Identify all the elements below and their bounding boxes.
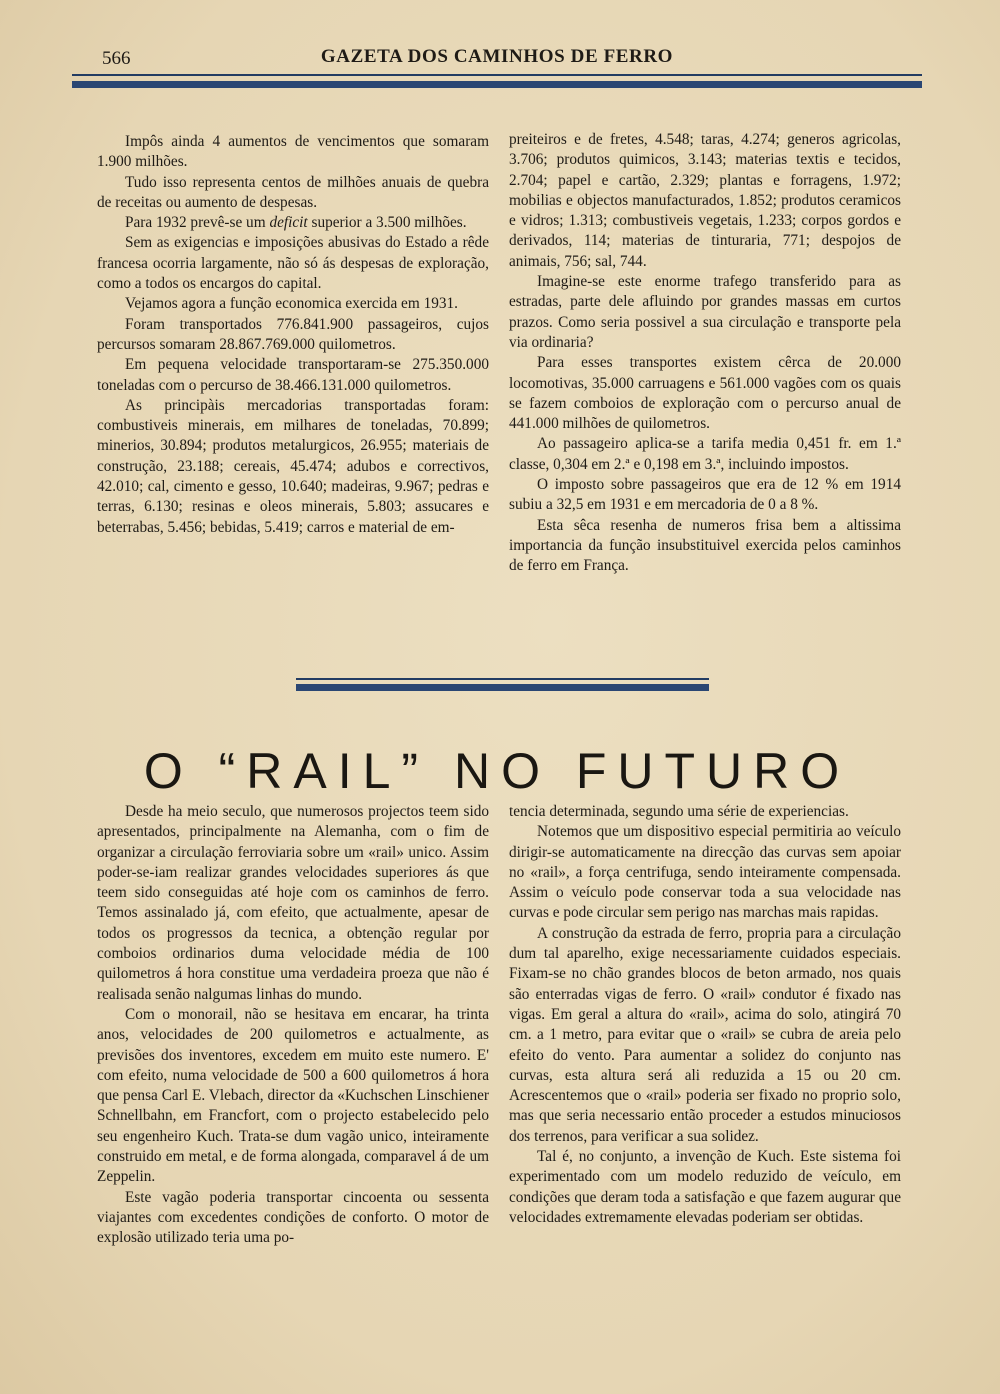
paragraph: Foram transportados 776.841.900 passageiros, cujos percursos somaram 28.867.769.000 quilometros. — [97, 315, 489, 353]
page-header — [72, 46, 922, 72]
paragraph: Tudo isso representa centos de milhões anuais de quebra de receitas ou aumento de despesas. — [97, 173, 489, 211]
paragraph: Desde ha meio seculo, que numerosos projectos teem sido apresentados, principalmente na Alemanha, com o fim de organizar a circulação ferroviaria sobre um «rail» unico. Assim poder-se-iam realizar grandes velocidades superiores ás que teem sido conseguidas até hoje com os caminhos de ferro. Temos assinalado já, com efeito, que actualmente, apesar de todos os progressos da tecnica, a obtenção regular por comboios ordinarios duma velocidade média de 100 quilometros á hora constitue uma verdadeira proeza que não é realisada senão nalgumas linhas do mundo. — [97, 803, 489, 1003]
header-rule-thick — [72, 81, 922, 88]
paragraph: Este vagão poderia transportar cincoenta ou sessenta viajantes com excedentes condições de conforto. O motor de explosão utilizado teria uma po- — [97, 1188, 489, 1247]
paragraph: Tal é, no conjunto, a invenção de Kuch. Este sistema foi experimentado com um modelo reduzido de veículo, em condições que deram toda a satisfação e que fazem augurar que velocidades extremamente elevadas poderiam ser obtidas. — [509, 1148, 901, 1226]
paragraph: Em pequena velocidade transportaram-se 275.350.000 toneladas com o percurso de 38.466.131.000 quilometros. — [97, 356, 489, 394]
page-number: 566 — [102, 48, 131, 69]
article2-column-left — [97, 802, 489, 1249]
paragraph: Para esses transportes existem cêrca de 20.000 locomotivas, 35.000 carruagens e 561.000 vagões com os quais se fazem comboios de exploração com o percurso anual de 441.000 milhões de quilometros. — [509, 354, 901, 433]
article-title: O “RAIL” NO FUTURO — [143, 742, 851, 799]
paragraph-continuation: tencia determinada, segundo uma série de experiencias. — [509, 803, 849, 820]
header-rule-thin — [72, 74, 922, 76]
paragraph-continuation: preiteiros e de fretes, 4.548; taras, 4.274; generos agricolas, 3.706; produtos quimicos, 3.143; materias textis e tecidos, 2.704; papel e cartão, 2.329; plantas e forragens, 1.972; mobilias e objectos manufacturados, 1.852; produtos ceramicos e vidros; 1.313; combustiveis vegetais, 1.233; corpos gordos e derivados, 114; materias de tinturaria, 771; despojos de animais, 756; sal, 744. — [509, 131, 901, 270]
paragraph: Notemos que um dispositivo especial permitiria ao veículo dirigir-se automaticamente na direcção das curvas sem apoiar no «rail», a força centrifuga, sendo inteiramente compensada. Assim o veículo pode conservar toda a sua velocidade nas curvas e pode circular sem perigo nas marchas mais rapidas. — [509, 823, 901, 922]
paragraph: A construção da estrada de ferro, propria para a circulação dum tal aparelho, exige necessariamente cuidados especiais. Fixam-se no chão grandes blocos de beton armado, nos quais são enterradas vigas de ferro. O «rail» condutor é fixado nas vigas. Em geral a altura do «rail», acima do solo, atingirá 70 cm. a 1 metro, para evitar que o «rail» se cubra de areia pelo efeito do vento. Para aumentar a solidez do conjunto nas curvas, esta altura será ali reduzida a 15 ou 20 cm. Acrescentemos que o «rail» poderia ser fixado no proprio solo, mas que seria necessario então proceder a estudos minuciosos dos terrenos, para verificar a sua solidez. — [509, 924, 901, 1145]
journal-title: GAZETA DOS CAMINHOS DE FERRO — [320, 46, 674, 67]
article1-column-right — [509, 130, 901, 577]
paragraph: Ao passageiro aplica-se a tarifa media 0,451 fr. em 1.ª classe, 0,304 em 2.ª e 0,198 em 3.ª, incluindo impostos. — [509, 435, 901, 473]
paragraph: Com o monorail, não se hesitava em encarar, ha trinta anos, velocidades de 200 quilometros e actualmente, as previsões dos inventores, excedem em muito este numero. E' com efeito, numa velocidade de 500 a 600 quilometros á hora que pensa Carl E. Vlebach, director da «Kuchschen Linschiener Schnellbahn, em Francfort, com o projecto estabelecido pelo seu engenheiro Kuch. Trata-se dum vagão unico, inteiramente construido em metal, e de forma alongada, comparavel á de um Zeppelin. — [97, 1005, 489, 1186]
paragraph: Imagine-se este enorme trafego transferido para as estradas, parte dele afluindo por grandes massas em curtos prazos. Como seria possivel a sua circulação e transporte pela via ordinaria? — [509, 273, 901, 351]
paragraph: Para 1932 prevê-se um deficit superior a 3.500 milhões. — [125, 214, 467, 232]
article1-column-left — [97, 132, 489, 538]
paragraph: Vejamos agora a função economica exercida em 1931. — [125, 295, 458, 313]
paragraph: O imposto sobre passageiros que era de 12 % em 1914 subiu a 32,5 em 1931 e em mercadoria de 0 a 8 %. — [509, 476, 901, 514]
article2-column-right — [509, 802, 901, 1228]
paragraph: Sem as exigencias e imposições abusivas do Estado a rêde francesa ocorria largamente, não só ás despesas de exploração, como a todos os encargos do capital. — [97, 234, 489, 293]
italic-word: deficit — [269, 214, 308, 232]
paragraph: Impôs ainda 4 aumentos de vencimentos que somaram 1.900 milhões. — [97, 133, 489, 171]
section-rule-thick — [296, 684, 709, 691]
paragraph: As principàis mercadorias transportadas foram: combustiveis minerais, em milhares de toneladas, 70.899; minerios, 30.894; produtos metalurgicos, 26.955; materiais de construção, 23.188; cereais, 45.474; adubos e correctivos, 42.010; cal, cimento e gesso, 10.640; madeiras, 9.967; pedras e terras, 6.130; resinas e oleos minerais, 5.803; assucares e beterrabas, 5.456; bebidas, 5.419; carros e material de em- — [97, 396, 489, 536]
section-rule-thin — [296, 678, 709, 680]
paragraph: Esta sêca resenha de numeros frisa bem a altissima importancia da função insubstituivel exercida pelos caminhos de ferro em França. — [509, 516, 901, 575]
